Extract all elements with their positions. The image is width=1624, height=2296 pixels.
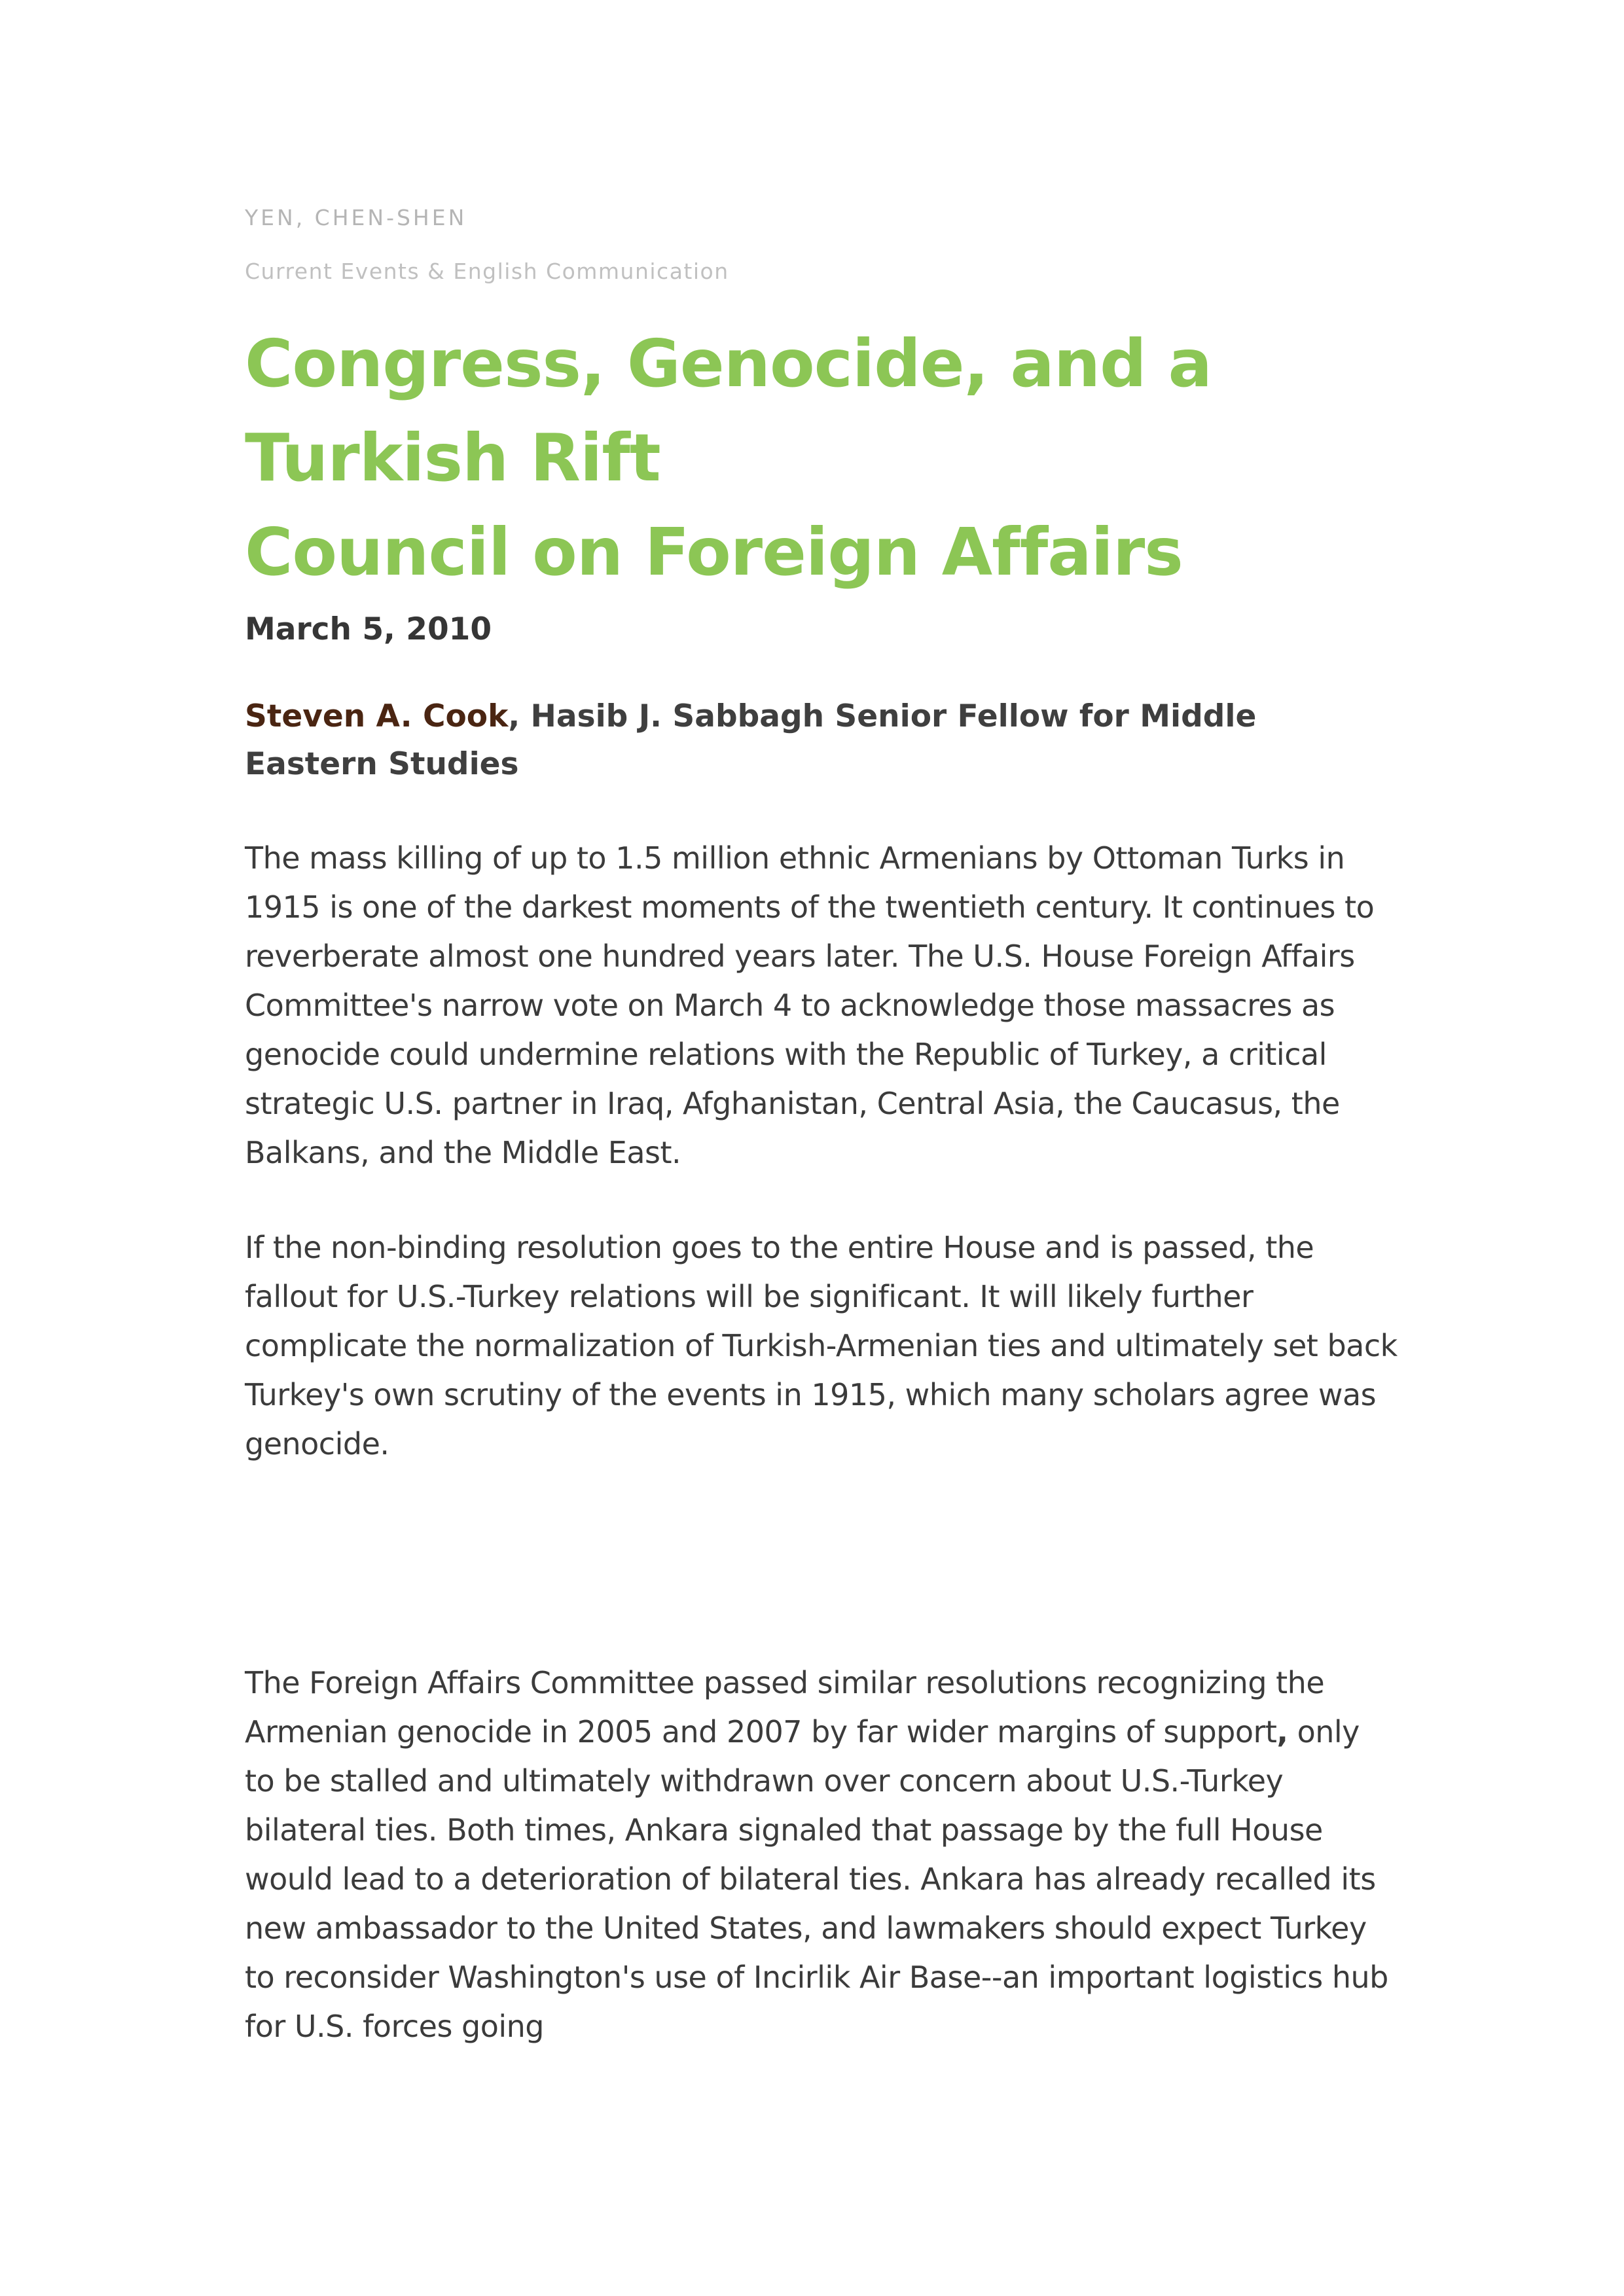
header-course-title: Current Events & English Communication — [245, 259, 729, 284]
paragraph-segment: The Foreign Affairs Committee passed similar resolutions recognizing the Armenian genocide in 2005 and 2007 by far wider margins of support — [245, 1665, 1325, 1749]
paragraph — [245, 834, 1398, 1177]
author-link[interactable]: Steven A. Cook — [245, 698, 509, 734]
paragraph-bold-segment: , — [1276, 1714, 1288, 1749]
page-content — [245, 204, 1398, 2051]
paragraph — [245, 1223, 1398, 1469]
header-instructor-name: YEN, CHEN-SHEN — [245, 205, 467, 230]
article-title: Congress, Genocide, and a Turkish Rift — [245, 325, 1212, 496]
paragraph-segment: If the non-binding resolution goes to the entire House and is passed, the fallout for U.S.-Turkey relations will be significant. It will likely further complicate the normalization of Turkish-Armenian ties and ultimately set back Turkey's own scrutiny of the events in 1915, which many scholars agree was genocide. — [245, 1230, 1398, 1462]
paragraph — [245, 1659, 1398, 2051]
article-date: March 5, 2010 — [245, 611, 492, 647]
paragraph-segment: The mass killing of up to 1.5 million ethnic Armenians by Ottoman Turks in 1915 is one of the darkest moments of the twentieth century. It continues to reverberate almost one hundred years later. The U.S. House Foreign Affairs Committee's narrow vote on March 4 to acknowledge those massacres as genocide could undermine relations with the Republic of Turkey, a critical strategic U.S. partner in Iraq, Afghanistan, Central Asia, the Caucasus, the Balkans, and the Middle East. — [245, 840, 1375, 1170]
article-subtitle: Council on Foreign Affairs — [245, 514, 1183, 590]
article-body — [245, 834, 1398, 2051]
article-byline — [245, 692, 1398, 788]
author-role: , Hasib J. Sabbagh Senior Fellow for Middle Eastern Studies — [245, 698, 1257, 782]
paragraph-segment: only to be stalled and ultimately withdrawn over concern about U.S.-Turkey bilateral ties. Both times, Ankara signaled that passage by the full House would lead to a deterioration of bilateral ties. Ankara has already recalled its new ambassador to the United States, and lawmakers should expect Turkey to reconsider Washington's use of Incirlik Air Base--an important logistics hub for U.S. forces going — [245, 1714, 1388, 2044]
article-headline — [245, 317, 1398, 600]
